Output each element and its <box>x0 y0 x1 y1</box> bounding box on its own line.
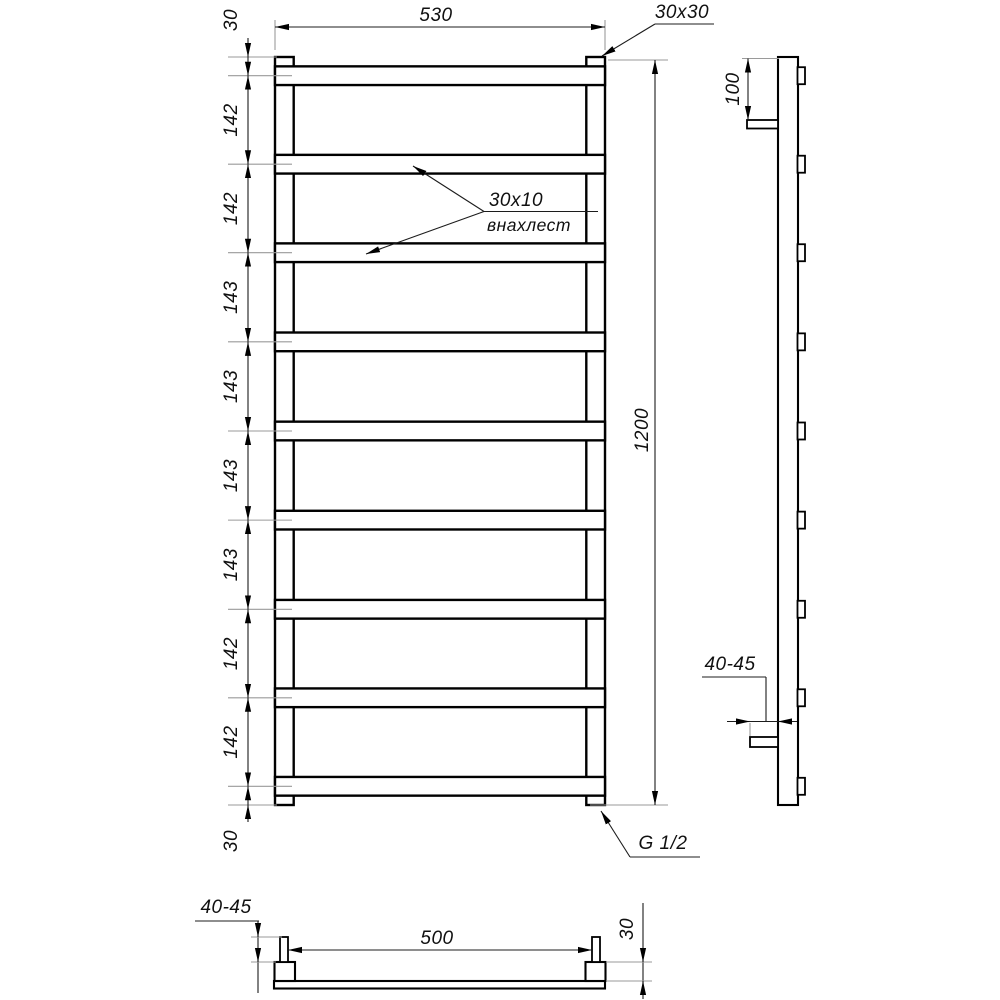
dim-bottom-wall-distance <box>195 897 282 993</box>
side-rung-end <box>798 601 806 618</box>
thread-label: G 1/2 <box>638 833 688 854</box>
front-rung <box>275 511 605 530</box>
front-rung <box>275 422 605 441</box>
bottom-rung-bar <box>274 981 605 989</box>
side-top-wall-bracket <box>747 120 778 129</box>
side-rung-end <box>798 67 806 84</box>
callout-rung-profile <box>366 166 598 254</box>
chain-dim-label: 30 <box>221 8 243 32</box>
front-view <box>275 57 605 805</box>
side-rung-end <box>798 689 806 706</box>
front-rung <box>275 600 605 619</box>
bottom-left-bracket-stem <box>280 937 288 962</box>
chain-dim-label: 142 <box>221 636 243 671</box>
front-rung <box>275 66 605 85</box>
bottom-left-rail-section <box>275 962 296 981</box>
bottom-wall-distance-label: 40-45 <box>200 897 252 918</box>
bottom-right-rail-section <box>586 962 606 981</box>
chain-dim-label: 143 <box>221 280 243 314</box>
corner-profile-label: 30x30 <box>654 2 710 23</box>
width-dim-label: 530 <box>419 5 453 26</box>
side-rung-end <box>798 422 806 439</box>
chain-dim-label: 143 <box>221 458 243 493</box>
height-dim-label: 1200 <box>632 407 654 453</box>
front-rungs <box>275 66 605 795</box>
rung-profile-note: внахлест <box>487 215 571 235</box>
side-rung-end <box>798 156 806 173</box>
bracket-spacing-label: 500 <box>420 928 454 949</box>
callout-thread <box>601 811 700 857</box>
side-rung-end <box>798 244 806 261</box>
callout-corner-profile <box>602 2 714 56</box>
front-rung <box>275 155 605 174</box>
side-rung-end <box>798 512 806 529</box>
chain-dim-label: 142 <box>221 725 243 759</box>
side-wall-distance-label: 40-45 <box>704 654 756 675</box>
side-rail-profile <box>778 57 798 805</box>
side-rung-end <box>798 333 806 350</box>
bracket-offset-label: 100 <box>723 72 745 106</box>
dim-bracket-spacing-500 <box>288 928 592 950</box>
side-bottom-wall-bracket <box>750 737 778 747</box>
side-view <box>747 57 805 805</box>
dim-tube-depth-30 <box>606 903 652 999</box>
side-rung-end <box>798 778 806 795</box>
dim-width-530 <box>275 5 605 50</box>
front-rung <box>275 688 605 707</box>
tube-depth-label: 30 <box>617 917 639 941</box>
bottom-right-bracket-stem <box>592 937 600 962</box>
dim-bracket-offset-100 <box>723 59 779 121</box>
front-rung <box>275 243 605 262</box>
chain-dim-label: 143 <box>221 548 243 582</box>
front-rung <box>275 333 605 352</box>
rung-profile-label: 30x10 <box>488 190 544 211</box>
chain-dim-label: 30 <box>221 829 243 853</box>
chain-dim-label: 142 <box>221 191 243 226</box>
chain-dim-label: 143 <box>221 369 243 404</box>
front-rung <box>275 777 605 796</box>
chain-dim-label: 142 <box>221 103 243 137</box>
